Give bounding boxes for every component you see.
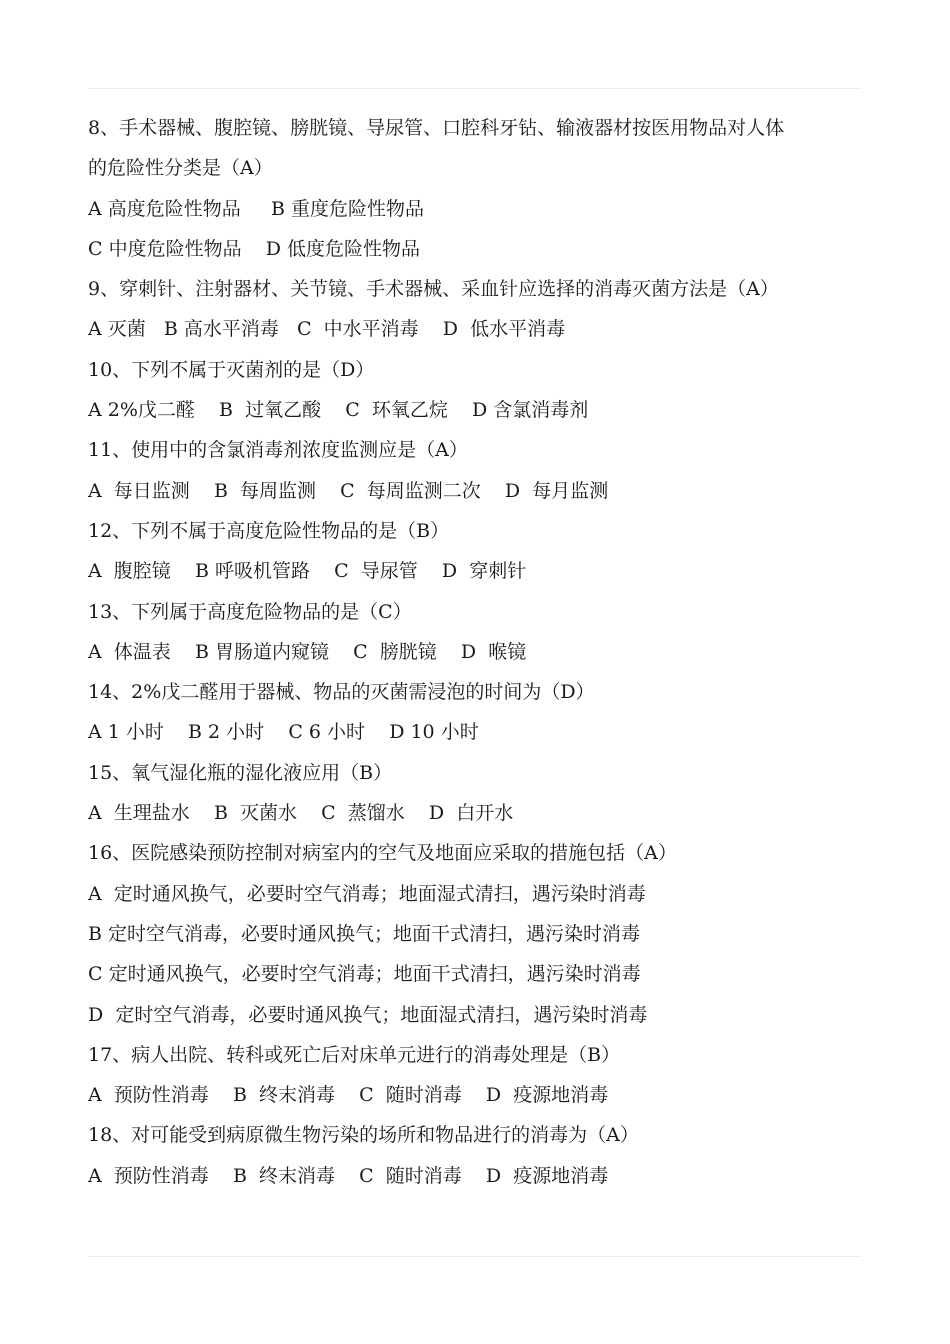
- question-11: 11、使用中的含氯消毒剂浓度监测应是（A）: [88, 439, 468, 462]
- question-16: 16、医院感染预防控制对病室内的空气及地面应采取的措施包括（A）: [88, 842, 677, 865]
- question-14: 14、2%戊二醛用于器械、物品的灭菌需浸泡的时间为（D）: [88, 681, 595, 704]
- question-16-option-d: D 定时空气消毒，必要时通风换气；地面湿式清扫，遇污染时消毒: [88, 1003, 648, 1026]
- question-13-options: A 体温表 B 胃肠道内窥镜 C 膀胱镜 D 喉镜: [88, 640, 527, 663]
- question-16-option-c: C 定时通风换气，必要时空气消毒；地面干式清扫，遇污染时消毒: [88, 963, 641, 986]
- question-11-options: A 每日监测 B 每周监测 C 每周监测二次 D 每月监测: [88, 479, 609, 502]
- question-9-options: A 灭菌 B 高水平消毒 C 中水平消毒 D 低水平消毒: [88, 318, 566, 341]
- question-17-options: A 预防性消毒 B 终末消毒 C 随时消毒 D 疫源地消毒: [88, 1084, 609, 1107]
- question-14-options: A 1 小时 B 2 小时 C 6 小时 D 10 小时: [88, 721, 479, 744]
- question-16-option-b: B 定时空气消毒，必要时通风换气；地面干式清扫，遇污染时消毒: [88, 922, 641, 945]
- question-8-options-a-b: A 高度危险性物品 B 重度危险性物品: [88, 197, 424, 220]
- question-9: 9、穿刺针、注射器材、关节镜、手术器械、采血针应选择的消毒灭菌方法是（A）: [88, 278, 779, 301]
- document-body: [88, 108, 868, 1196]
- question-12: 12、下列不属于高度危险性物品的是（B）: [88, 519, 450, 542]
- question-15: 15、氧气湿化瓶的湿化液应用（B）: [88, 761, 393, 784]
- question-17: 17、病人出院、转科或死亡后对床单元进行的消毒处理是（B）: [88, 1043, 621, 1066]
- question-18-options: A 预防性消毒 B 终末消毒 C 随时消毒 D 疫源地消毒: [88, 1164, 609, 1187]
- question-10-options: A 2%戊二醛 B 过氧乙酸 C 环氧乙烷 D 含氯消毒剂: [88, 399, 589, 422]
- question-16-option-a: A 定时通风换气，必要时空气消毒；地面湿式清扫，遇污染时消毒: [88, 882, 646, 905]
- question-13: 13、下列属于高度危险物品的是（C）: [88, 600, 412, 623]
- question-12-options: A 腹腔镜 B 呼吸机管路 C 导尿管 D 穿刺针: [88, 560, 527, 583]
- question-18: 18、对可能受到病原微生物污染的场所和物品进行的消毒为（A）: [88, 1124, 639, 1147]
- question-10: 10、下列不属于灭菌剂的是（D）: [88, 358, 375, 381]
- question-8-line-2: 的危险性分类是（A）: [88, 157, 273, 180]
- question-8-options-c-d: C 中度危险性物品 D 低度危险性物品: [88, 237, 421, 260]
- header-rule: [88, 88, 862, 89]
- footer-rule: [88, 1256, 862, 1257]
- question-15-options: A 生理盐水 B 灭菌水 C 蒸馏水 D 白开水: [88, 802, 514, 825]
- question-8-line-1: 8、手术器械、腹腔镜、膀胱镜、导尿管、口腔科牙钻、输液器材按医用物品对人体: [88, 117, 785, 139]
